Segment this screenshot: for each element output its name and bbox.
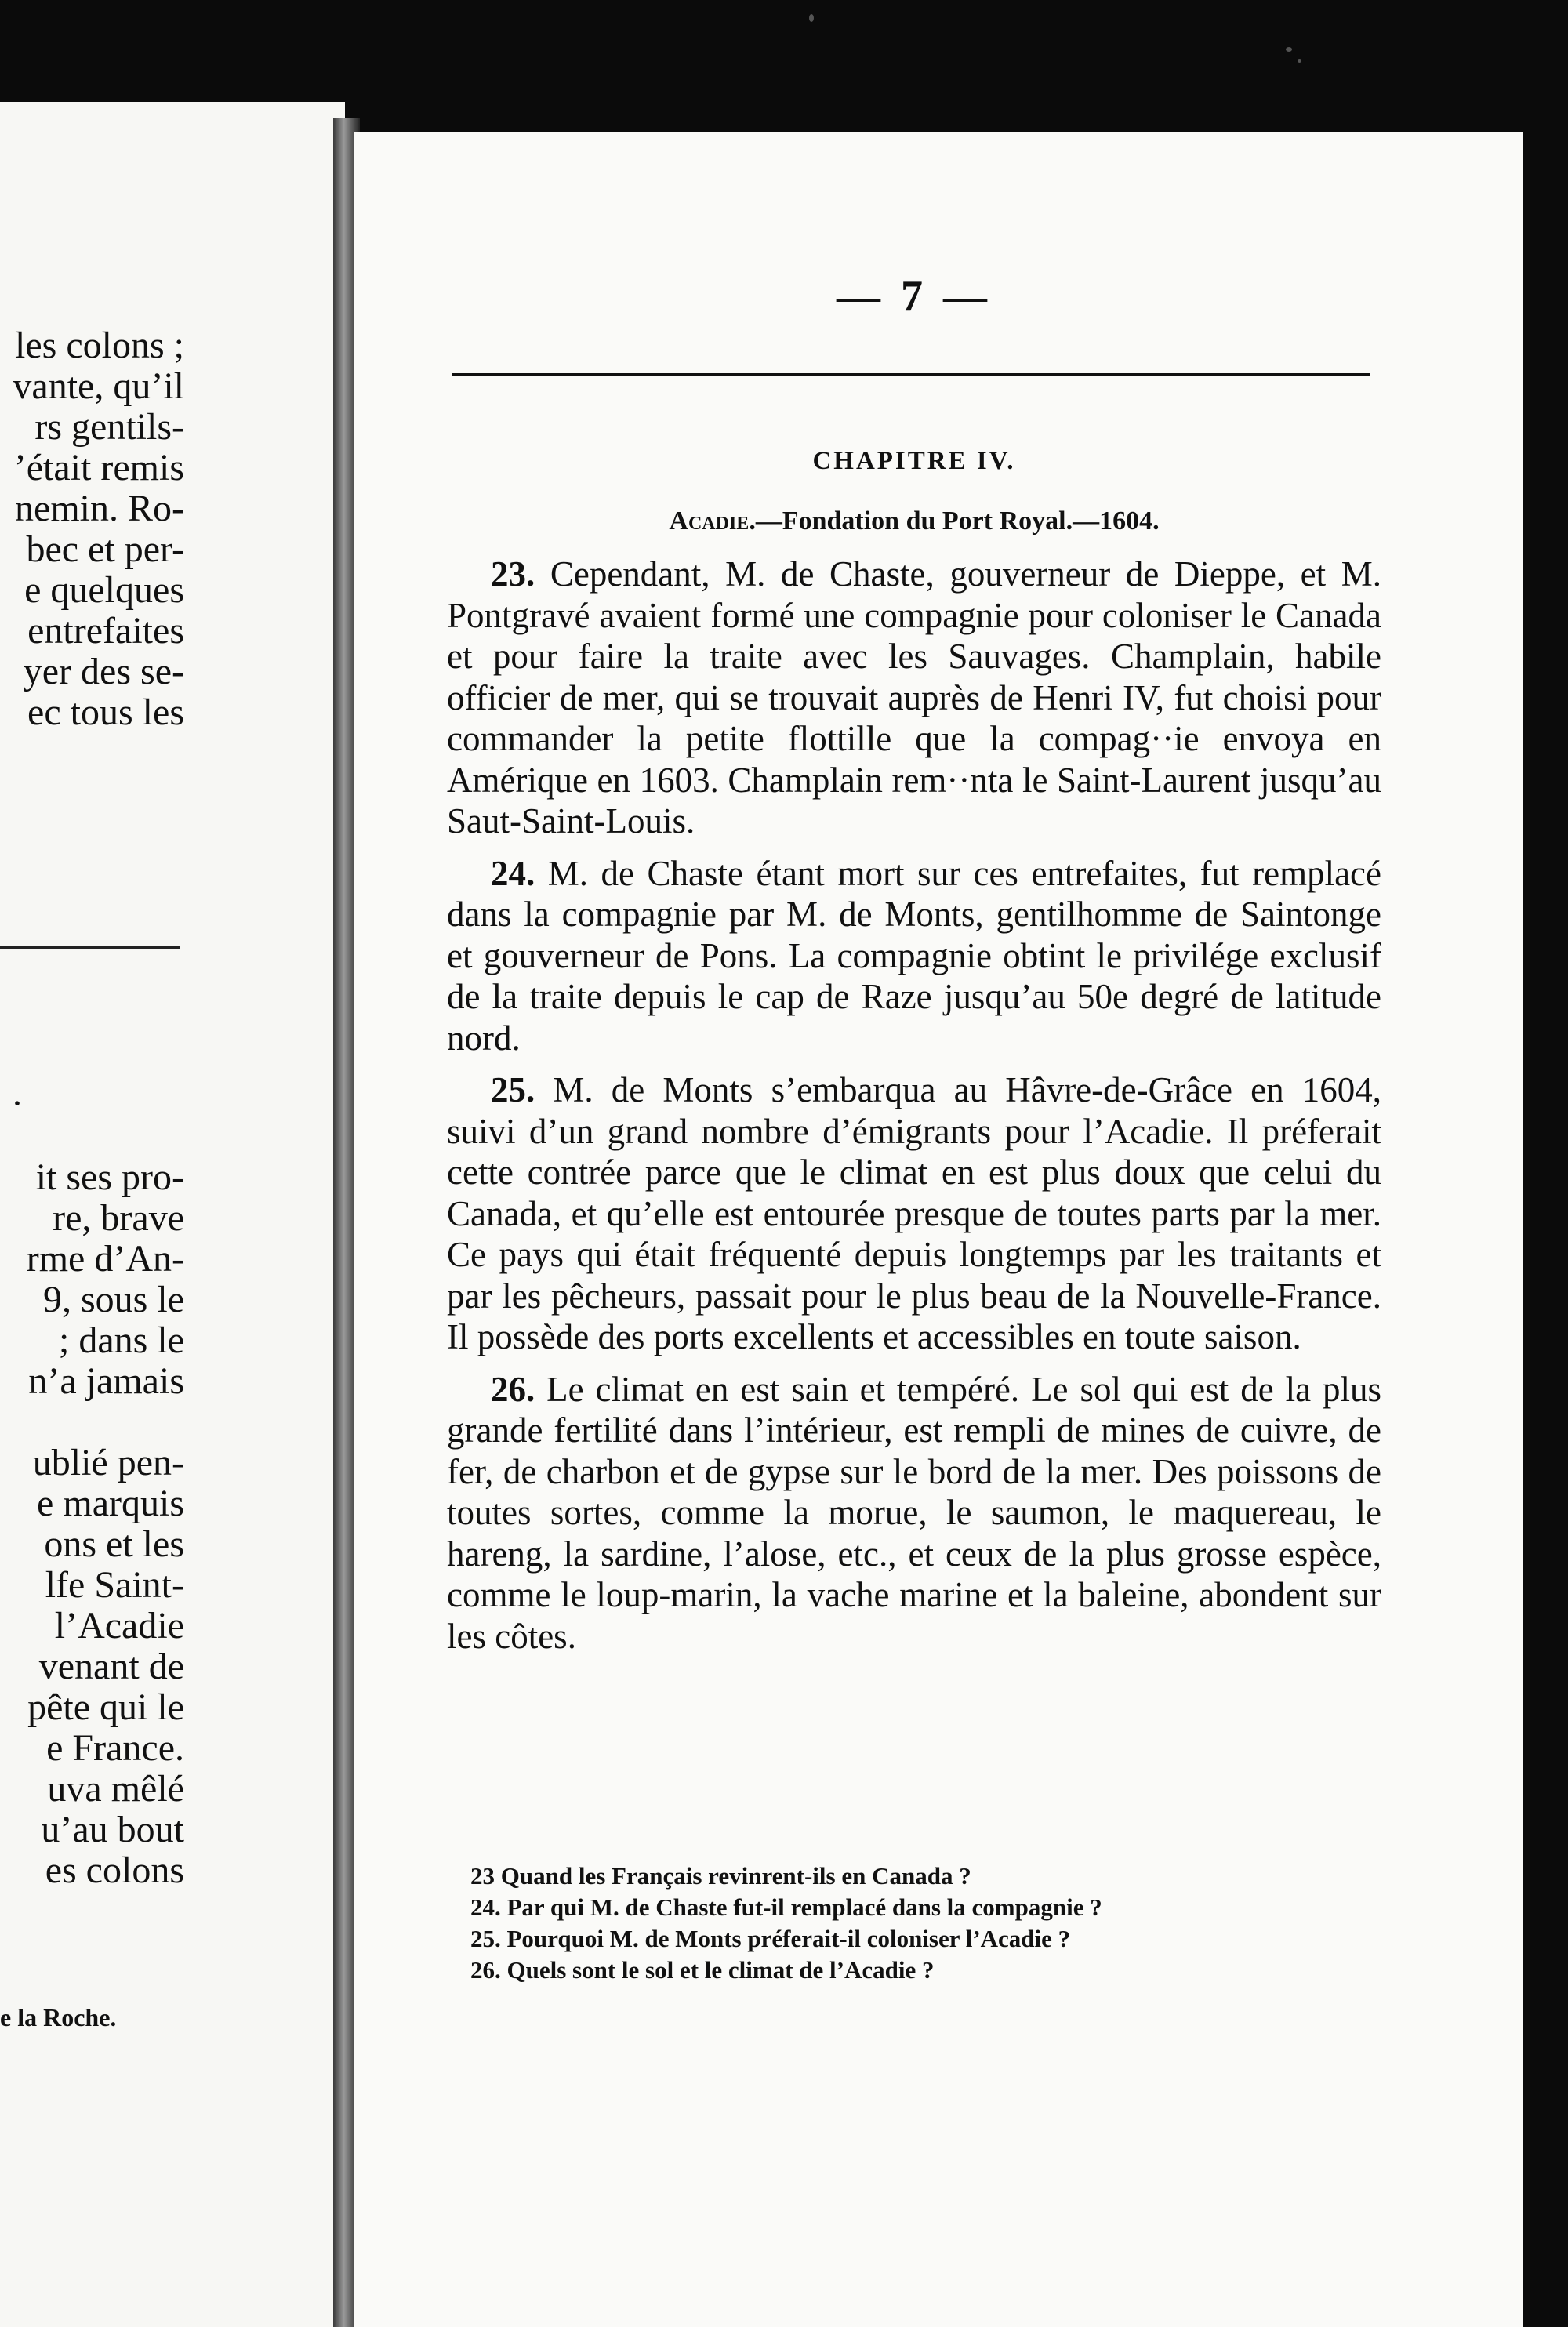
left-line: bec et per-	[26, 528, 184, 570]
scan-speck	[809, 14, 814, 22]
question-item: 24. Par qui M. de Chaste fut-il remplacé dans la compagnie ?	[470, 1893, 1102, 1921]
review-questions	[470, 1861, 1364, 1986]
left-line: rme d’An-	[26, 1238, 184, 1280]
left-page-rule	[0, 946, 180, 949]
question-item: 26. Quels sont le sol et le climat de l’Acadie ?	[470, 1956, 935, 1984]
subtitle-rest: .—Fondation du Port Royal.—1604.	[749, 506, 1160, 535]
subtitle-region: Acadie	[669, 506, 750, 535]
question-item: 25. Pourquoi M. de Monts préferait-il coloniser l’Acadie ?	[470, 1925, 1071, 1952]
left-line: uva mêlé	[47, 1768, 184, 1810]
left-page	[0, 102, 345, 2327]
paragraph-text: Le climat en est sain et tempéré. Le sol qui est de la plus grande fertilité dans l’intérieur, est rempli de mines de cuivre, de fer, de charbon et de gypse sur le bord de la mer. Des poissons de toutes sortes, comme la morue, le saumon, le maquereau, le hareng, la sardine, l’alose, etc., et ceux de la plus grosse espèce, comme le loup-marin, la vache marine et la baleine, abondent sur les côtes.	[447, 1369, 1381, 1656]
left-line: re, brave	[53, 1197, 184, 1239]
left-line: e marquis	[37, 1483, 184, 1524]
left-line: vante, qu’il	[13, 365, 184, 407]
left-line: nemin. Ro-	[15, 488, 184, 529]
left-line: ’était remis	[13, 447, 184, 488]
scan-speck	[1286, 47, 1292, 52]
paragraph-26	[447, 1369, 1381, 1657]
left-line: ublié pen-	[32, 1442, 184, 1483]
chapter-body	[447, 554, 1381, 1668]
left-line: yer des se-	[23, 651, 184, 692]
left-line: rs gentils-	[34, 406, 184, 448]
left-line: n’a jamais	[28, 1360, 184, 1402]
page-number: — 7 —	[837, 272, 992, 321]
left-page-dot: ·	[11, 1083, 24, 1124]
left-page-text-bottom	[27, 1157, 184, 1891]
left-line: pête qui le	[27, 1686, 184, 1728]
left-line: ons et les	[44, 1523, 184, 1565]
left-line: e quelques	[24, 569, 184, 611]
left-line: entrefaites	[27, 610, 184, 652]
header-rule	[452, 373, 1370, 376]
paragraph-number: 23.	[491, 554, 535, 594]
left-line: ec tous les	[27, 692, 184, 733]
left-page-footnote: e la Roche.	[0, 2003, 117, 2031]
paragraph-text: M. de Chaste étant mort sur ces entrefaites, fut remplacé dans la compagnie par M. de Monts, gentilhomme de Saintonge et gouverneur de Pons. La compagnie obtint le privilége exclusif de la traite depuis le cap de Raze jusqu’au 50e degré de latitude nord.	[447, 853, 1381, 1058]
left-line: es colons	[45, 1850, 184, 1891]
right-page	[354, 132, 1523, 2327]
scan-speck	[1298, 59, 1301, 63]
paragraph-25	[447, 1069, 1381, 1358]
left-line	[27, 1402, 184, 1443]
question-item: 23 Quand les Français revinrent-ils en Canada ?	[470, 1862, 971, 1890]
paragraph-number: 26.	[491, 1369, 535, 1409]
left-line: ; dans le	[59, 1320, 184, 1361]
paragraph-number: 24.	[491, 853, 535, 893]
paragraph-23	[447, 554, 1381, 842]
left-line: it ses pro-	[35, 1156, 184, 1198]
left-line: e France.	[46, 1727, 184, 1769]
left-line: 9, sous le	[43, 1279, 184, 1320]
left-line: lfe Saint-	[45, 1564, 184, 1606]
left-page-text-top	[13, 325, 184, 733]
left-line: u’au bout	[41, 1809, 184, 1850]
paragraph-24	[447, 853, 1381, 1059]
left-line: les colons ;	[15, 325, 184, 366]
left-line: l’Acadie	[54, 1605, 184, 1646]
paragraph-number: 25.	[491, 1070, 535, 1109]
paragraph-text: M. de Monts s’embarqua au Hâvre-de-Grâce en 1604, suivi d’un grand nombre d’émigrants pour l’Acadie. Il préferait cette contrée parce que le climat en est plus doux que celui du Canada, et qu’elle est entourée presque de toutes parts par la mer. Ce pays qui était fréquenté depuis longtemps par les traitants et par les pêcheurs, passait pour le plus beau de la Nouvelle-France. Il possède des ports excellents et accessibles en toute saison.	[447, 1070, 1381, 1356]
paragraph-text: Cependant, M. de Chaste, gouverneur de Dieppe, et M. Pontgravé avaient formé une compagnie pour coloniser le Canada et pour faire la traite avec les Sauvages. Champlain, habile officier de mer, qui se trouvait auprès de Henri IV, fut choisi pour commander la petite flottille que la compag··ie envoya en Amérique en 1603. Champlain rem··nta le Saint-Laurent jusqu’au Saut-Saint-Louis.	[447, 554, 1381, 840]
chapter-title: CHAPITRE IV.	[812, 447, 1016, 475]
left-line: venant de	[38, 1646, 184, 1687]
chapter-subtitle	[447, 506, 1381, 536]
